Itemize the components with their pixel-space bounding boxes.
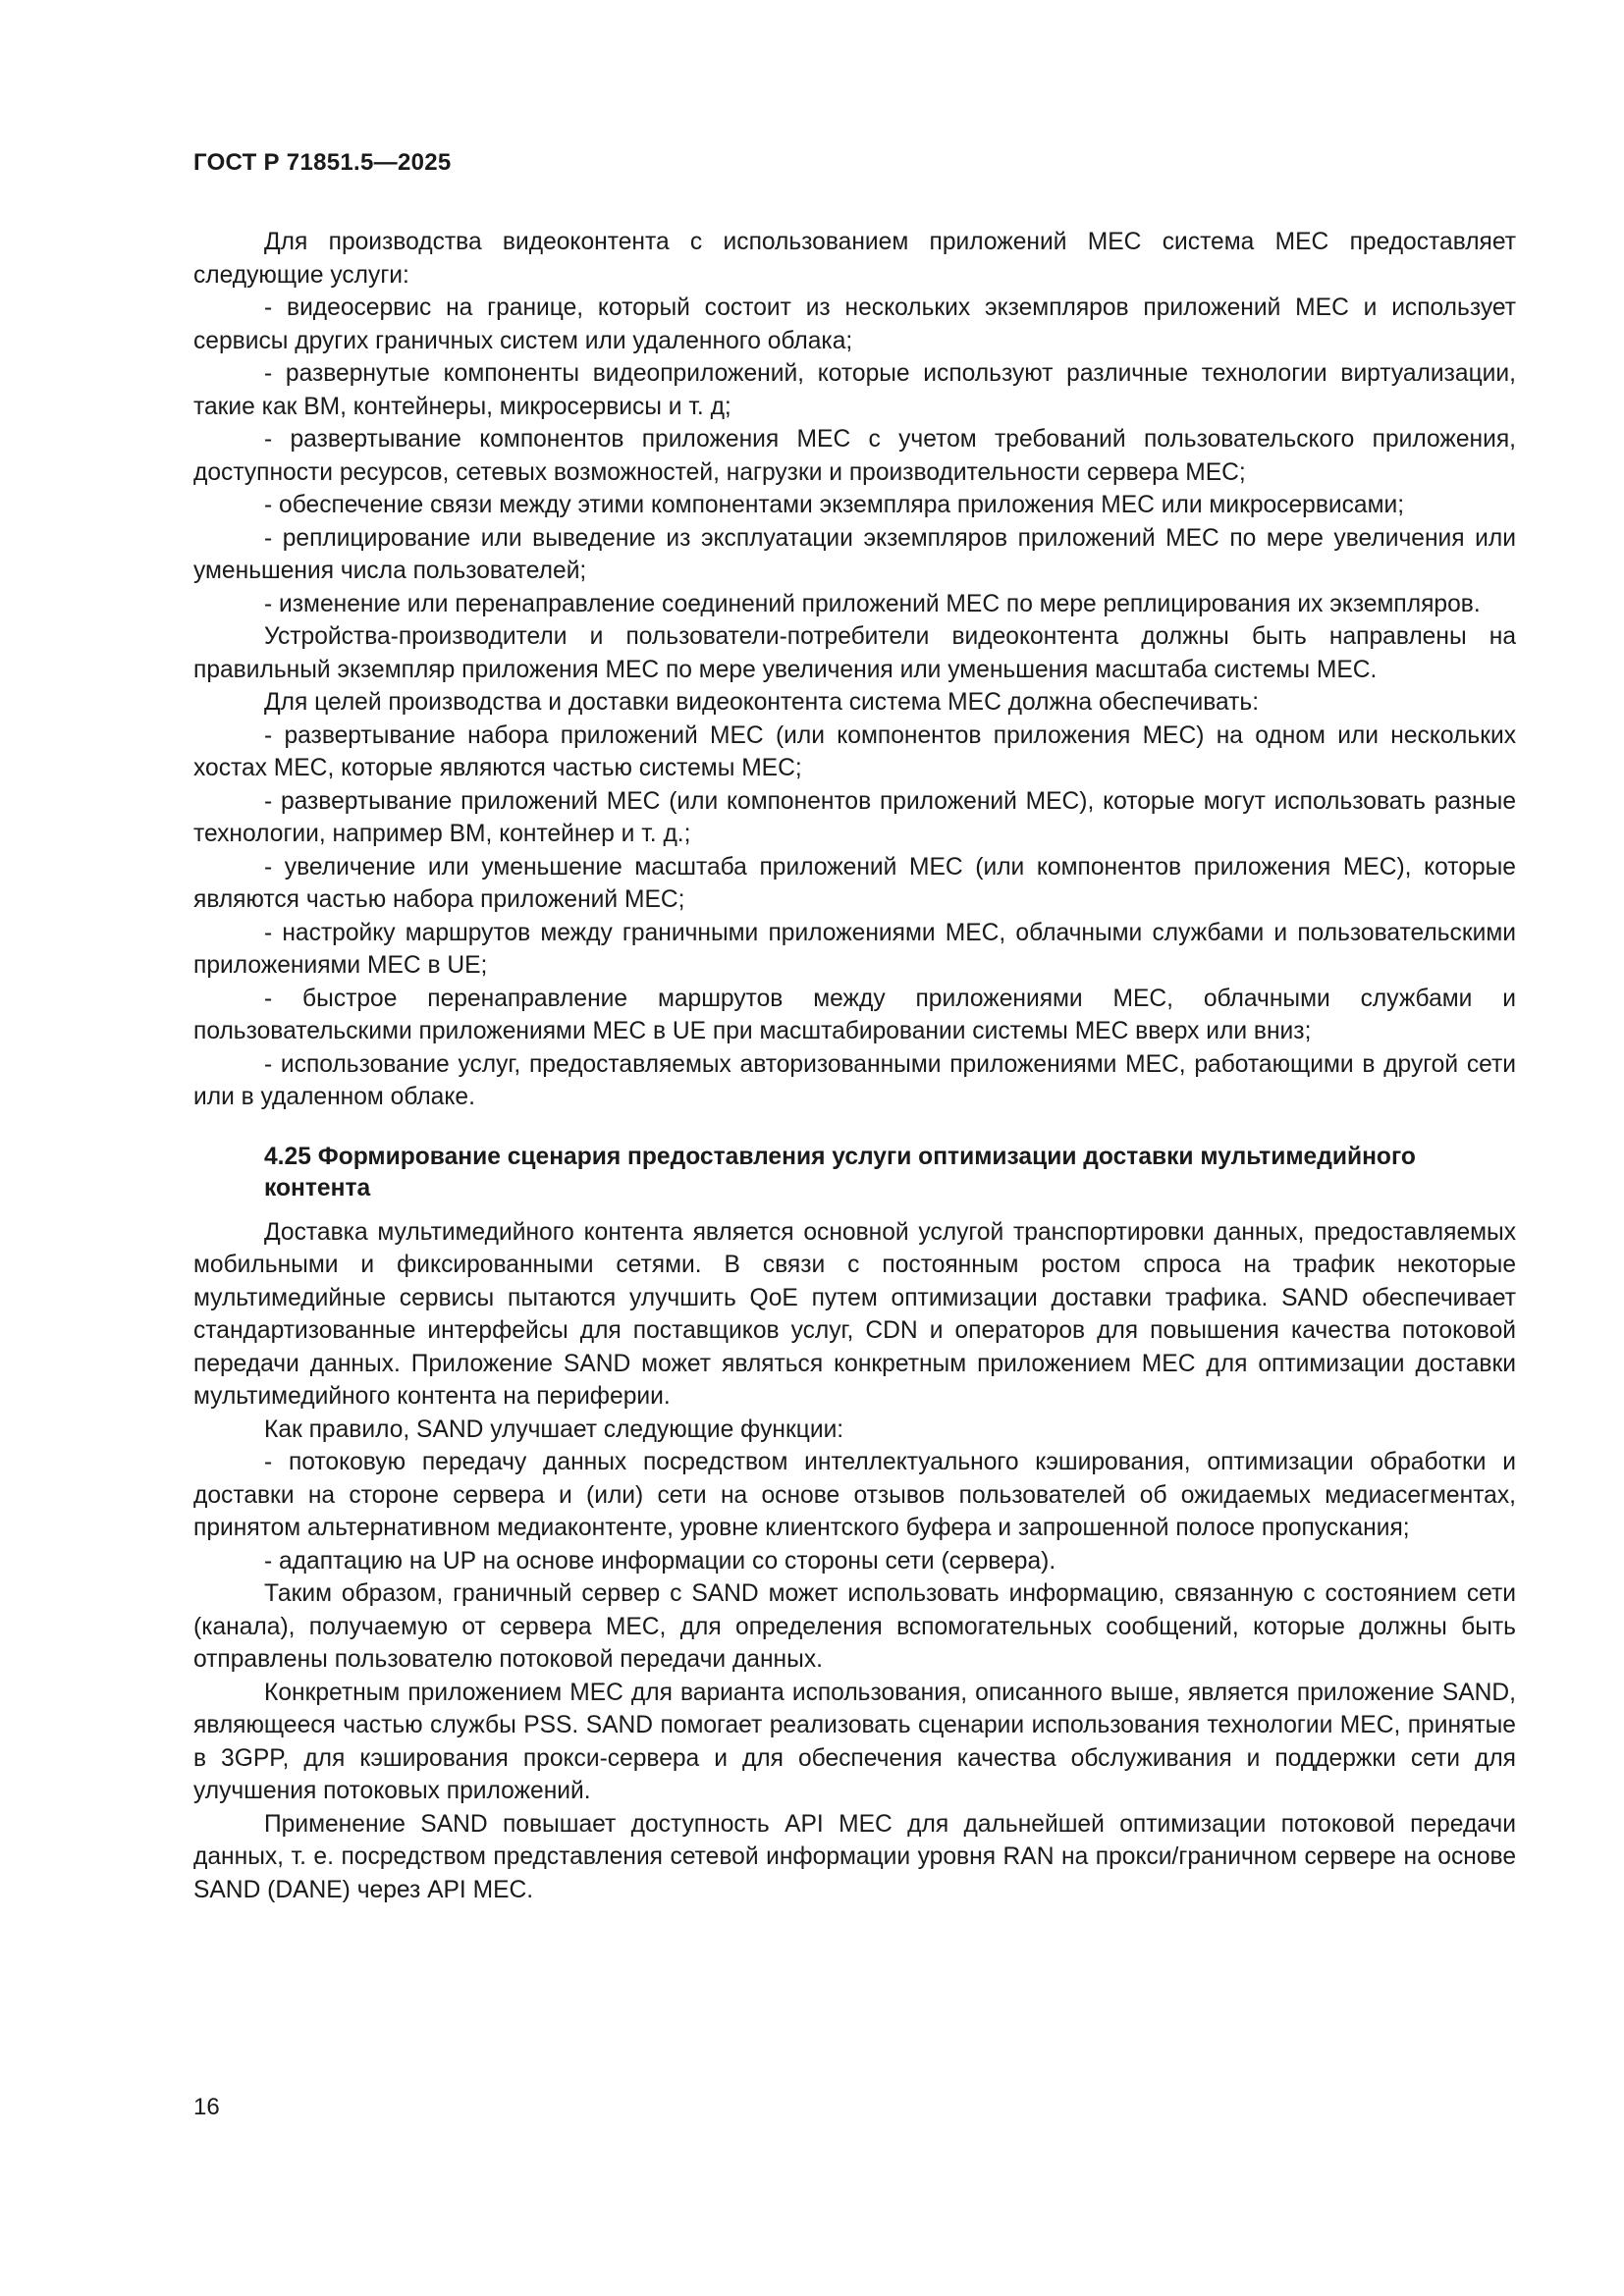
paragraph: Применение SAND повышает доступность API МЕС для дальнейшей оптимизации потоковой передачи данных, т. е. посредством представления сетевой информации уровня RAN на прокси/граничном сервере на основе SAND (DANE) через API МЕС. <box>193 1810 1516 1903</box>
list-item: - адаптацию на UP на основе информации со стороны сети (сервера). <box>264 1547 1056 1575</box>
list-item: - развертывание набора приложений МЕС (или компонентов приложения МЕС) на одном или нескольких хостах МЕС, которые являются частью системы МЕС; <box>193 721 1516 781</box>
list-item: - потоковую передачу данных посредством интеллектуального кэширования, оптимизации обработки и доставки на стороне сервера и (или) сети на основе отзывов пользователей об ожидаемых медиасегментах, принятом альтернативном медиаконтенте, уровне клиентского буфера и запрошенной полосе пропускания; <box>193 1449 1516 1541</box>
list-item: - развернутые компоненты видеоприложений, которые используют различные технологии виртуализации, такие как ВМ, контейнеры, микросервисы и т. д; <box>193 360 1516 420</box>
list-item: - изменение или перенаправление соединений приложений МЕС по мере реплицирования их экземпляров. <box>264 590 1481 617</box>
functions-intro-paragraph: Как правило, SAND улучшает следующие функции: <box>264 1415 844 1443</box>
list-item: - обеспечение связи между этими компонентами экземпляра приложения МЕС или микросервисами; <box>264 492 1405 518</box>
paragraph: Конкретным приложением МЕС для варианта использования, описанного выше, является приложение SAND, являющееся частью службы PSS. SAND помогает реализовать сценарии использования технологии МЕС, принятые в 3GPP, для кэширования прокси-сервера и для обеспечения качества обслуживания и поддержки сети для улучшения потоковых приложений. <box>193 1679 1516 1804</box>
list-item: - быстрое перенаправление маршрутов между приложениями МЕС, облачными службами и пользовательскими приложениями МЕС в UE при масштабировании системы МЕС вверх или вниз; <box>193 985 1516 1044</box>
list-item: - видеосервис на границе, который состоит из нескольких экземпляров приложений МЕС и использует сервисы других граничных систем или удаленного облака; <box>193 294 1516 354</box>
list-item: - настройку маршрутов между граничными приложениями МЕС, облачными службами и пользовательскими приложениями МЕС в UE; <box>193 919 1516 979</box>
requirements-intro-paragraph: Для целей производства и доставки видеоконтента система МЕС должна обеспечивать: <box>264 689 1260 716</box>
list-item: - развертывание приложений МЕС (или компонентов приложений МЕС), которые могут использовать разные технологии, например ВМ, контейнер и т. д.; <box>193 787 1516 847</box>
list-item: - развертывание компонентов приложения МЕС с учетом требований пользовательского приложения, доступности ресурсов, сетевых возможностей, нагрузки и производительности сервера МЕС; <box>193 426 1516 486</box>
document-code-header: ГОСТ Р 71851.5—2025 <box>193 149 452 176</box>
paragraph: Таким образом, граничный сервер с SAND может использовать информацию, связанную с состоянием сети (канала), получаемую от сервера МЕС, для определения вспомогательных сообщений, которые должны быть отправлены пользователю потоковой передачи данных. <box>193 1580 1516 1673</box>
list-item: - увеличение или уменьшение масштаба приложений МЕС (или компонентов приложения МЕС), которые являются частью набора приложений МЕС; <box>193 853 1516 913</box>
devices-paragraph: Устройства-производители и пользователи-потребители видеоконтента должны быть направлены на правильный экземпляр приложения МЕС по мере увеличения или уменьшения масштаба системы МЕС. <box>193 623 1516 683</box>
list-item: - реплицирование или выведение из эксплуатации экземпляров приложений МЕС по мере увеличения или уменьшения числа пользователей; <box>193 524 1516 584</box>
list-item: - использование услуг, предоставляемых авторизованными приложениями МЕС, работающими в другой сети или в удаленном облаке. <box>193 1050 1516 1110</box>
section-intro-paragraph: Для производства видеоконтента с использованием приложений МЕС система МЕС предоставляет следующие услуги: <box>193 229 1516 289</box>
paragraph: Доставка мультимедийного контента является основной услугой транспортировки данных, предоставляемых мобильными и фиксированными сетями. В связи с постоянным ростом спроса на трафик некоторые мультимедийные сервисы пытаются улучшить QoE путем оптимизации доставки трафика. SAND обеспечивает стандартизованные интерфейсы для поставщиков услуг, CDN и операторов для повышения качества потоковой передачи данных. Приложение SAND может являться конкретным приложением МЕС для оптимизации доставки мультимедийного контента на периферии. <box>193 1218 1516 1410</box>
page-number: 16 <box>193 2094 220 2120</box>
document-body <box>193 226 1516 1906</box>
section-heading-4-25: 4.25 Формирование сценария предоставления услуги оптимизации доставки мультимедийного контента <box>264 1143 1416 1201</box>
